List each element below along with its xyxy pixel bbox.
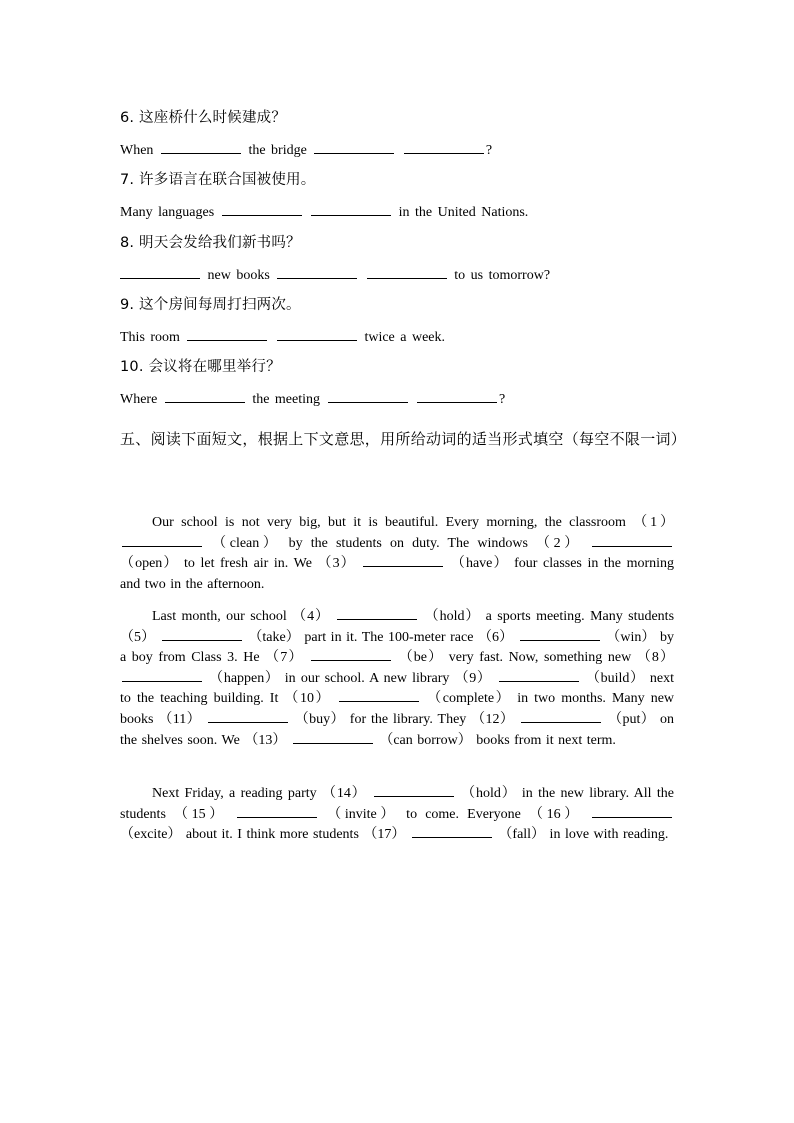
text-segment: （fall） in love with reading. [498,827,669,843]
answer-blank[interactable] [222,203,302,216]
text-segment: in the United Nations. [393,205,529,220]
question-6-chinese: 6. 这座桥什么时候建成？ [120,110,287,126]
text-segment [396,143,402,158]
answer-blank[interactable] [367,266,447,279]
text-segment: to us tomorrow? [448,268,551,283]
answer-blank[interactable] [374,784,454,797]
text-segment: ? [485,143,493,158]
text-segment [269,330,275,345]
answer-blank[interactable] [592,805,672,818]
answer-blank[interactable] [120,266,200,279]
answer-blank[interactable] [363,554,443,567]
text-segment: Our school is not very big, but it is beautiful. Every morning, the classroom （1） [152,515,674,530]
text-segment: （put） on the shelves soon. We （13） [120,711,675,748]
text-segment: Next Friday, a reading party （14） [152,786,367,801]
text-segment: twice a week. [358,330,446,345]
text-segment: When [120,143,159,158]
passage-paragraph-1 [120,513,674,595]
answer-blank[interactable] [328,390,408,403]
question-6-english [120,141,492,159]
question-9-english [120,328,445,346]
text-segment: （can borrow） books from it next term. [379,732,616,748]
text-segment: （win） by a boy from Class 3. He （7） [120,629,675,666]
text-segment: Where [120,392,163,407]
answer-blank[interactable] [122,669,202,682]
text-segment: （complete） in two months. Many new books （11） [120,691,675,727]
answer-blank[interactable] [162,628,242,641]
question-7-chinese: 7. 许多语言在联合国被使用。 [120,172,316,188]
text-segment: This room [120,330,186,345]
answer-blank[interactable] [237,805,317,818]
passage-paragraph-2 [120,607,674,751]
passage-paragraph-3 [120,784,674,846]
text-segment: （buy） for the library. They （12） [294,711,515,727]
answer-blank[interactable] [592,534,672,547]
text-segment [410,392,416,407]
text-segment: （be） very fast. Now, something new （8） [398,650,675,666]
answer-blank[interactable] [499,669,579,682]
answer-blank[interactable] [337,607,417,620]
text-segment: （take） part in it. The 100-meter race （6） [248,629,514,645]
text-segment: the bridge [242,143,313,158]
text-segment [304,205,310,220]
question-9-chinese: 9. 这个房间每周打扫两次。 [120,297,301,313]
answer-blank[interactable] [161,141,241,154]
section-5-title: 五、阅读下面短文，根据上下文意思，用所给动词的适当形式填空（每空不限一词） [120,430,687,448]
question-7-english [120,203,528,221]
text-segment: （clean） by the students on duty. The windows （2） [212,535,582,551]
question-10-chinese: 10. 会议将在哪里举行？ [120,359,281,375]
answer-blank[interactable] [314,141,394,154]
answer-blank[interactable] [277,266,357,279]
text-segment: （hold） in the new library. All the students （15） [120,786,675,822]
text-segment: Many languages [120,205,220,220]
text-segment [359,268,365,283]
answer-blank[interactable] [165,390,245,403]
answer-blank[interactable] [339,689,419,702]
text-segment: the meeting [246,392,326,407]
answer-blank[interactable] [311,203,391,216]
answer-blank[interactable] [417,390,497,403]
question-10-english [120,390,505,408]
text-segment: （excite） about it. I think more students （17） [120,827,406,843]
text-segment: （invite） to come. Everyone （16） [327,806,582,822]
text-segment: Last month, our school （4） [152,609,330,624]
text-segment: （open） to let fresh air in. We （3） [120,556,356,572]
answer-blank[interactable] [277,328,357,341]
answer-blank[interactable] [187,328,267,341]
text-segment: （happen） in our school. A new library （9） [209,670,492,686]
answer-blank[interactable] [404,141,484,154]
answer-blank[interactable] [412,825,492,838]
answer-blank[interactable] [311,648,391,661]
text-segment: （build） next to the teaching building. It （10） [120,670,674,707]
question-8-english [120,266,550,284]
answer-blank[interactable] [293,731,373,744]
answer-blank[interactable] [521,710,601,723]
question-8-chinese: 8. 明天会发给我们新书吗？ [120,235,301,251]
text-segment: （have） four classes in the morning and two in the afternoon. [120,556,675,592]
text-segment: ? [499,392,506,407]
answer-blank[interactable] [208,710,288,723]
answer-blank[interactable] [122,534,202,547]
text-segment: （hold） a sports meeting. Many students （5） [120,609,675,645]
text-segment: new books [202,268,276,283]
answer-blank[interactable] [520,628,600,641]
